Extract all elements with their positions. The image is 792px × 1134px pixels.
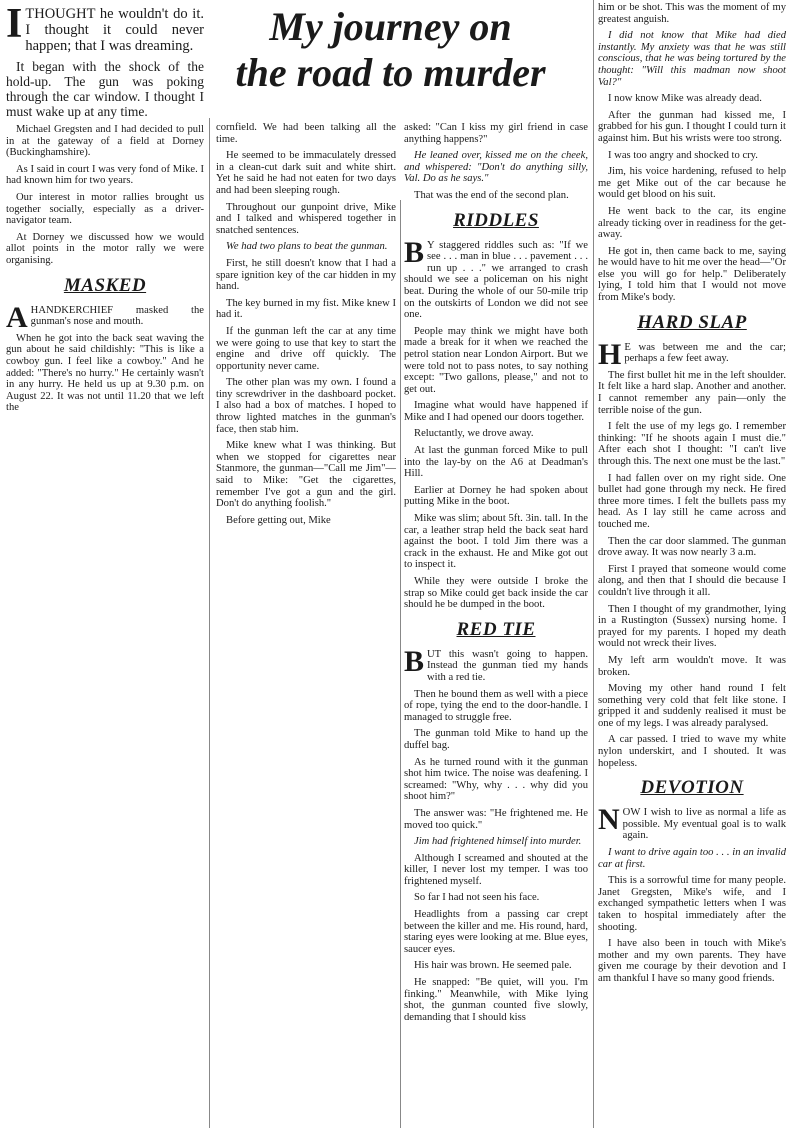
subhead-devotion: DEVOTION [640,777,744,799]
paragraph: B Y staggered riddles such as: "If we see . . . man in blue . . . pavement . . . run up . . ." we arranged to crash should we see a policeman on his night beat. During the whole of our 50-mile trip on the outskirts of London we did not see one. [404,235,588,321]
paragraph: I have also been in touch with Mike's mother and my own parents. They have given me courage by their devotion and I am thankful I have so many good friends. [598,938,786,984]
subhead-masked: MASKED [63,274,147,296]
paragraph: asked: "Can I kiss my girl friend in case anything happens?" [404,122,588,145]
paragraph: Throughout our gunpoint drive, Mike and I talked and whispered together in snatched sentences. [216,201,396,236]
paragraph: First, he still doesn't know that I had a spare ignition key of the car hidden in my hand. [216,257,396,293]
paragraph: Headlights from a passing car crept between the killer and me. His round, hard, staring eyes were looking at me. Blue eyes, saucer eyes. [404,909,588,955]
paragraph: I felt the use of my legs go. I remember thinking: "If he shoots again I must die." After each shot I thought: "I can't live through this. The next one must be the last." [598,421,786,467]
paragraph: As he turned round with it the gunman shot him twice. The noise was deafening. I screamed: "Why, why . . . why did you shoot him?" [404,756,588,803]
paragraph: When he got into the back seat waving the gun about he said childishly: "This is like a cowboy gun. I feel like a cowboy." And he added: "There's no hurry." He certainly wasn't in any hurry. He held us up at 9.30 p.m. on August 22. It was not until 11.20 that we left the [6,332,204,414]
column-rule [593,0,594,1128]
subhead-red-tie: RED TIE [456,618,536,640]
paragraph: He got in, then came back to me, saying he would have to hit me over the head—"Or else you will go for help." Deliberately lying, I told him that I would not move from Mike's body. [598,245,786,304]
column-2 [216,122,396,531]
paragraph: That was the end of the second plan. [414,189,569,201]
drop-cap: B [404,644,425,678]
paragraph: Mike knew what I was thinking. But when we stopped for cigarettes near Stanmore, the gunman—"Call me Jim"—said to Mike: "Get the cigarettes, remember I've got a gun and the girl. Don't do anything foolish." [216,440,396,510]
column-1 [6,1,204,419]
paragraph: He went back to the car, its engine already ticking over in readiness for the get-away. [598,205,786,241]
paragraph: Earlier at Dorney he had spoken about putting Mike in the boot. [404,484,588,508]
paragraph: I did not know that Mike had died instantly. My anxiety was that he was still conscious, that he was being tortured by the thought: "Will this madman now shoot Val?" [598,30,786,88]
paragraph: If the gunman left the car at any time we were going to use that key to start the engine and drive off quickly. The opportunity never came. [216,325,396,372]
column-rule [209,118,210,1128]
paragraph: After the gunman had kissed me, I grabbed for his gun. I thought I could turn it against him. But his wrists were too strong. [598,109,786,144]
paragraph: My left arm wouldn't move. It was broken. [598,654,786,678]
paragraph: Then I thought of my grandmother, lying in a Rustington (Sussex) nursing home. I prayed for my parents. I hoped my death would not wreck their lives. [598,603,786,650]
column-3 [404,122,588,1028]
paragraph: BUT this wasn't going to happen. Instead the gunman tied my hands with a red tie. [404,644,588,683]
paragraph: Reluctantly, we drove away. [414,428,534,440]
headline [218,4,563,96]
paragraph: The key burned in my fist. Mike knew I had it. [216,297,396,321]
paragraph: Imagine what would have happened if Mike and I had opened our doors together. [404,400,588,423]
subhead-hard-slap: HARD SLAP [637,311,747,333]
paragraph: Moving my other hand round I felt something very cold that felt like stone. I gripped it and suddenly realised it must be one of my legs. I was already paralysed. [598,683,786,729]
paragraph: cornfield. We had been talking all the time. [216,122,396,145]
paragraph: He leaned over, kissed me on the cheek, and whispered: "Don't do anything silly, Val. Do as he says." [404,150,588,185]
paragraph: The other plan was my own. I found a tiny screwdriver in the dashboard pocket. I also had a box of matches. I hoped to throw lighted matches in the gunman's face, then stab him. [216,377,396,435]
paragraph: I want to drive again too . . . in an invalid car at first. [598,847,786,870]
paragraph: Although I screamed and shouted at the killer, I never lost my temper. I was too frightened myself. [404,852,588,887]
drop-cap: B [404,235,425,269]
paragraph: I was too angry and shocked to cry. [608,149,758,161]
paragraph: He seemed to be immaculately dressed in a clean-cut dark suit and white shirt. Yet he said he had not eaten for two days and had been sleeping rough. [216,150,396,196]
paragraph: People may think we might have both made a break for it when we reached the petrol station near London Airport. But we were told not to pass notes, to say nothing except: "Two gallons, please," and not to get out. [404,325,588,395]
paragraph: At Dorney we discussed how we would allot points in the motor rally we were organising. [6,231,204,266]
paragraph: The gunman told Mike to hand up the duffel bag. [404,728,588,751]
paragraph: So far I had not seen his face. [414,892,540,904]
column-4 [598,2,786,990]
paragraph: H E was between me and the car; perhaps a few feet away. [598,337,786,371]
paragraph: We had two plans to beat the gunman. [226,241,388,253]
drop-cap: A [6,300,28,334]
paragraph: Mike was slim; about 5ft. 3in. tall. In the car, a leather strap held the back seat hard against the boot. I told Jim there was a crack in the exhaust. He and Mike got out to inspect it. [404,513,588,571]
paragraph: While they were outside I broke the strap so Mike could get back inside the car should he be dumped in the boot. [404,576,588,611]
paragraph: Before getting out, Mike [226,514,331,526]
drop-cap: I [6,1,23,47]
drop-cap: N [598,803,620,837]
paragraph: Michael Gregsten and I had decided to pull in at the gateway of a field at Dorney (Buckinghamshire). [6,124,204,159]
paragraph: NOW I wish to live as normal a life as possible. My eventual goal is to walk again. [598,803,786,842]
paragraph: him or be shot. This was the moment of my greatest anguish. [598,2,786,25]
paragraph: He snapped: "Be quiet, will you. I'm finking." Meanwhile, with Mike lying shot, the gunman counted five slowly, demanding that I should kiss [404,977,588,1023]
paragraph: First I prayed that someone would come along, and then that I should die because I couldn't live through it all. [598,563,786,598]
subhead-riddles: RIDDLES [453,209,539,231]
paragraph: This is a sorrowful time for many people. Janet Gregsten, Mike's wife, and I exchanged sympathetic letters when I was taken to hospital immediately after the shooting. [598,875,786,933]
paragraph: A car passed. I tried to wave my white nylon underskirt, and I shouted. It was hopeless. [598,734,786,769]
paragraph: At last the gunman forced Mike to pull into the lay-by on the A6 at Deadman's Hill. [404,445,588,480]
headline-line-2: the road to murder [235,50,546,95]
paragraph: It began with the shock of the hold-up. The gun was poking through the car window. I thought I must wake up at any time. [6,59,204,119]
column-rule [400,200,401,1128]
lead-paragraph: ITHOUGHT he wouldn't do it. I thought it could never happen; that I was dreaming. [6,1,204,54]
paragraph: Our interest in motor rallies brought us together socially, especially as a driver-navigator team. [6,191,204,227]
paragraph: I now know Mike was already dead. [608,93,762,105]
paragraph: Then he bound them as well with a piece of rope, tying the end to the door-handle. I managed to struggle free. [404,688,588,723]
paragraph: Then the car door slammed. The gunman drove away. It was now nearly 3 a.m. [598,535,786,559]
paragraph: Jim had frightened himself into murder. [414,836,582,848]
paragraph: AHANDKERCHIEF masked the gunman's nose and mouth. [6,300,204,334]
paragraph: Jim, his voice hardening, refused to help me get Mike out of the car because he would get blood on his suit. [598,166,786,201]
paragraph: I had fallen over on my right side. One bullet had gone through my neck. He fired three more times. I felt the bullets pass my head. As I lay still he came across and touched me. [598,472,786,530]
headline-line-1: My journey on [269,4,512,49]
drop-cap: H [598,337,622,371]
paragraph: As I said in court I was very fond of Mike. I had known him for two years. [6,163,204,187]
paragraph: The answer was: "He frightened me. He moved too quick." [404,807,588,831]
paragraph: His hair was brown. He seemed pale. [414,960,572,972]
paragraph: The first bullet hit me in the left shoulder. It felt like a hard slap. Another and another. I cannot remember any pain—only the terrible noise of the gun. [598,369,786,416]
